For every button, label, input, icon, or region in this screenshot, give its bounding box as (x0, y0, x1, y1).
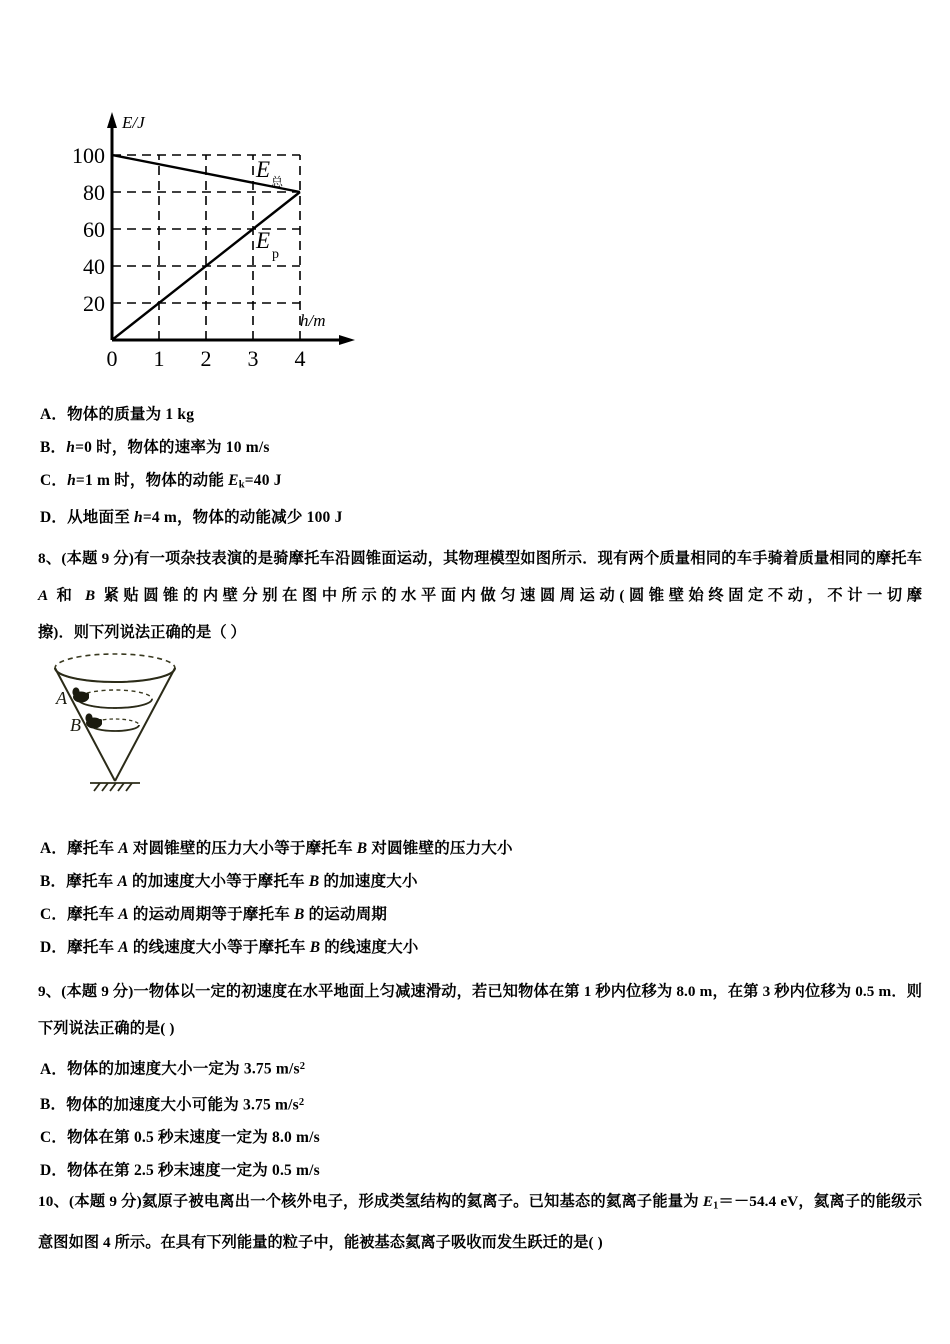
option-row (40, 832, 920, 865)
x-tick-2: 2 (200, 346, 212, 371)
option-row (40, 464, 920, 501)
option-exponent: 2 (298, 1096, 305, 1108)
question9-number: 9、 (38, 983, 62, 1000)
motorcycle-a-icon (72, 687, 89, 702)
option-var-e: E (228, 472, 239, 489)
series-label-ep-main: E (256, 228, 271, 253)
series-label-ep-sub: p (272, 247, 279, 262)
option-text: 物体的加速度大小可能为 3.75 m/s (66, 1096, 299, 1114)
question8-var-a: A (38, 587, 49, 604)
motorcycle-b-icon (85, 713, 102, 728)
x-axis-label: h/m (300, 311, 326, 330)
y-tick-40: 40 (83, 254, 105, 279)
option-var-h: h (67, 472, 76, 489)
option-text-3: 的运动周期 (304, 906, 388, 923)
option-text: =0 时，物体的速率为 10 m/s (75, 439, 270, 456)
option-text: 物体的加速度大小一定为 3.75 m/s (67, 1060, 300, 1078)
option-text-2: 的运动周期等于摩托车 (128, 906, 294, 923)
option-label: D． (40, 1162, 68, 1180)
option-text-tail: =4 m，物体的动能减少 100 J (142, 509, 343, 527)
option-var-a: A (118, 906, 129, 923)
cone-side-left (55, 668, 115, 781)
x-tick-labels (107, 346, 306, 371)
option-text-1: 摩托车 (66, 873, 118, 890)
cone-side-right (115, 668, 175, 781)
question10-points: (本题 9 分) (69, 1193, 142, 1210)
option-label: C． (40, 1129, 68, 1147)
question9-body-line2: 为 0.5 m．则下列说法正确的是( ) (38, 983, 923, 1037)
option-label: A． (40, 1060, 68, 1078)
option-text-tail: =40 J (244, 472, 282, 489)
y-tick-20: 20 (83, 291, 105, 316)
option-text: 物体在第 0.5 秒末速度一定为 8.0 m/s (67, 1129, 320, 1147)
option-text: 物体在第 2.5 秒末速度一定为 0.5 m/s (67, 1162, 320, 1180)
option-text: =1 m 时，物体的动能 (75, 472, 229, 489)
option-row (40, 398, 920, 431)
option-label: D． (40, 939, 68, 956)
option-row (40, 865, 920, 898)
question8-body-line3: 擦)．则下列说法正确的是（ ） (38, 624, 246, 641)
question8-stem (38, 540, 922, 651)
option-text-2: 的线速度大小等于摩托车 (128, 939, 310, 956)
y-tick-labels (72, 143, 105, 316)
cone-figure (42, 648, 242, 813)
option-var-b: B (293, 906, 305, 923)
y-axis (107, 112, 117, 340)
cone-label-b: B (70, 715, 81, 735)
option-row (40, 1050, 920, 1086)
option-text-3: 的加速度大小 (319, 873, 418, 890)
question10-body-part2: ＝－54.4 eV，氦 (718, 1193, 830, 1210)
y-tick-100: 100 (72, 143, 105, 168)
option-label: C． (40, 472, 68, 489)
y-axis-label: E/J (122, 113, 145, 132)
option-row (40, 501, 920, 534)
option-text: 从地面至 (67, 509, 134, 527)
option-text-2: 对圆锥壁的压力大小等于摩托车 (128, 840, 357, 857)
cone-top-rim-front (55, 668, 175, 682)
ground-support-icon (90, 783, 140, 791)
option-text-3: 的线速度大小 (320, 939, 419, 956)
y-tick-60: 60 (83, 217, 105, 242)
option-row (40, 931, 920, 964)
question10-stem (38, 1183, 922, 1261)
option-var-h: h (66, 439, 76, 456)
question8-body-line2-part1: 相同的摩托车 (829, 550, 922, 567)
question8-var-b: B (84, 587, 96, 604)
option-row (40, 898, 920, 931)
question7-options (40, 398, 920, 534)
option-var-e-sub: k (238, 479, 245, 491)
series-label-e-total-main: E (256, 157, 271, 182)
question10-var-e: E (702, 1193, 714, 1210)
option-label: B． (40, 1096, 67, 1114)
question9-stem (38, 973, 922, 1047)
option-label: B． (40, 439, 67, 456)
question8-number: 8、 (38, 550, 62, 567)
series-label-e-total-sub: 总 (271, 175, 284, 189)
option-var-a: A (117, 873, 128, 890)
question8-options (40, 832, 920, 964)
option-text-3: 对圆锥壁的压力大小 (367, 840, 513, 857)
option-var-a: A (118, 939, 129, 956)
option-exponent: 2 (299, 1061, 306, 1072)
question9-points: (本题 9 分) (61, 983, 134, 1000)
option-text-2: 的加速度大小等于摩托车 (127, 873, 309, 890)
option-text-1: 摩托车 (67, 906, 119, 923)
series-label-ep (255, 228, 279, 262)
option-label: A． (40, 406, 68, 423)
option-label: D． (40, 509, 68, 527)
question9-body-line1: 一物体以一定的初速度在水平地面上匀减速滑动，若已知物体在第 1 秒内位移为 8.0 m，在第 3 秒内位移 (133, 983, 836, 1000)
option-var-h: h (133, 509, 143, 527)
cone-svg (42, 648, 242, 813)
question10-body-part1: 氦原子被电离出一个核外电子，形成类氢结构的氦离子。已知基态的氦离子能量为 (141, 1193, 703, 1210)
x-tick-1: 1 (153, 346, 165, 371)
option-row (40, 1121, 920, 1154)
question10-body-line2: 离子的能级示意图如图 4 所示。在具有下列能量的粒子中，能被基态氦离子吸收而发生跃迁的是( ) (38, 1193, 922, 1252)
option-row (40, 1086, 920, 1122)
x-tick-3: 3 (247, 346, 259, 371)
x-axis (112, 335, 355, 345)
question8-body-line2-part3: 紧贴圆锥的内壁分别在图中所示的水平面内做匀速圆周运动(圆锥壁始终固定不动，不计一切摩 (95, 587, 922, 604)
question9-options (40, 1050, 920, 1187)
x-tick-4: 4 (294, 346, 306, 371)
option-var-b: B (308, 873, 320, 890)
y-tick-80: 80 (83, 180, 105, 205)
chart-svg (60, 92, 420, 372)
x-tick-0: 0 (106, 346, 118, 371)
question10-number: 10、 (38, 1193, 70, 1210)
option-var-a: A (118, 840, 129, 857)
option-label: A． (40, 840, 68, 857)
question8-points: (本题 9 分) (61, 550, 134, 567)
question8-body-line1: 有一项杂技表演的是骑摩托车沿圆锥面运动，其物理模型如图所示．现有两个质量相同的车手骑着质量 (133, 550, 830, 567)
option-text-1: 摩托车 (67, 939, 119, 956)
option-label: C． (40, 906, 68, 923)
option-row (40, 431, 920, 464)
question10-var-e-sub: 1 (713, 1200, 719, 1212)
energy-vs-height-chart (60, 92, 420, 372)
option-var-b: B (356, 840, 368, 857)
option-text-1: 摩托车 (67, 840, 119, 857)
question8-body-line2-part2: 和 (48, 587, 85, 604)
option-text: 物体的质量为 1 kg (67, 406, 195, 423)
cone-label-a: A (56, 688, 67, 708)
path-circle-a-front (78, 699, 152, 708)
option-var-b: B (309, 939, 321, 956)
option-label: B． (40, 873, 67, 890)
